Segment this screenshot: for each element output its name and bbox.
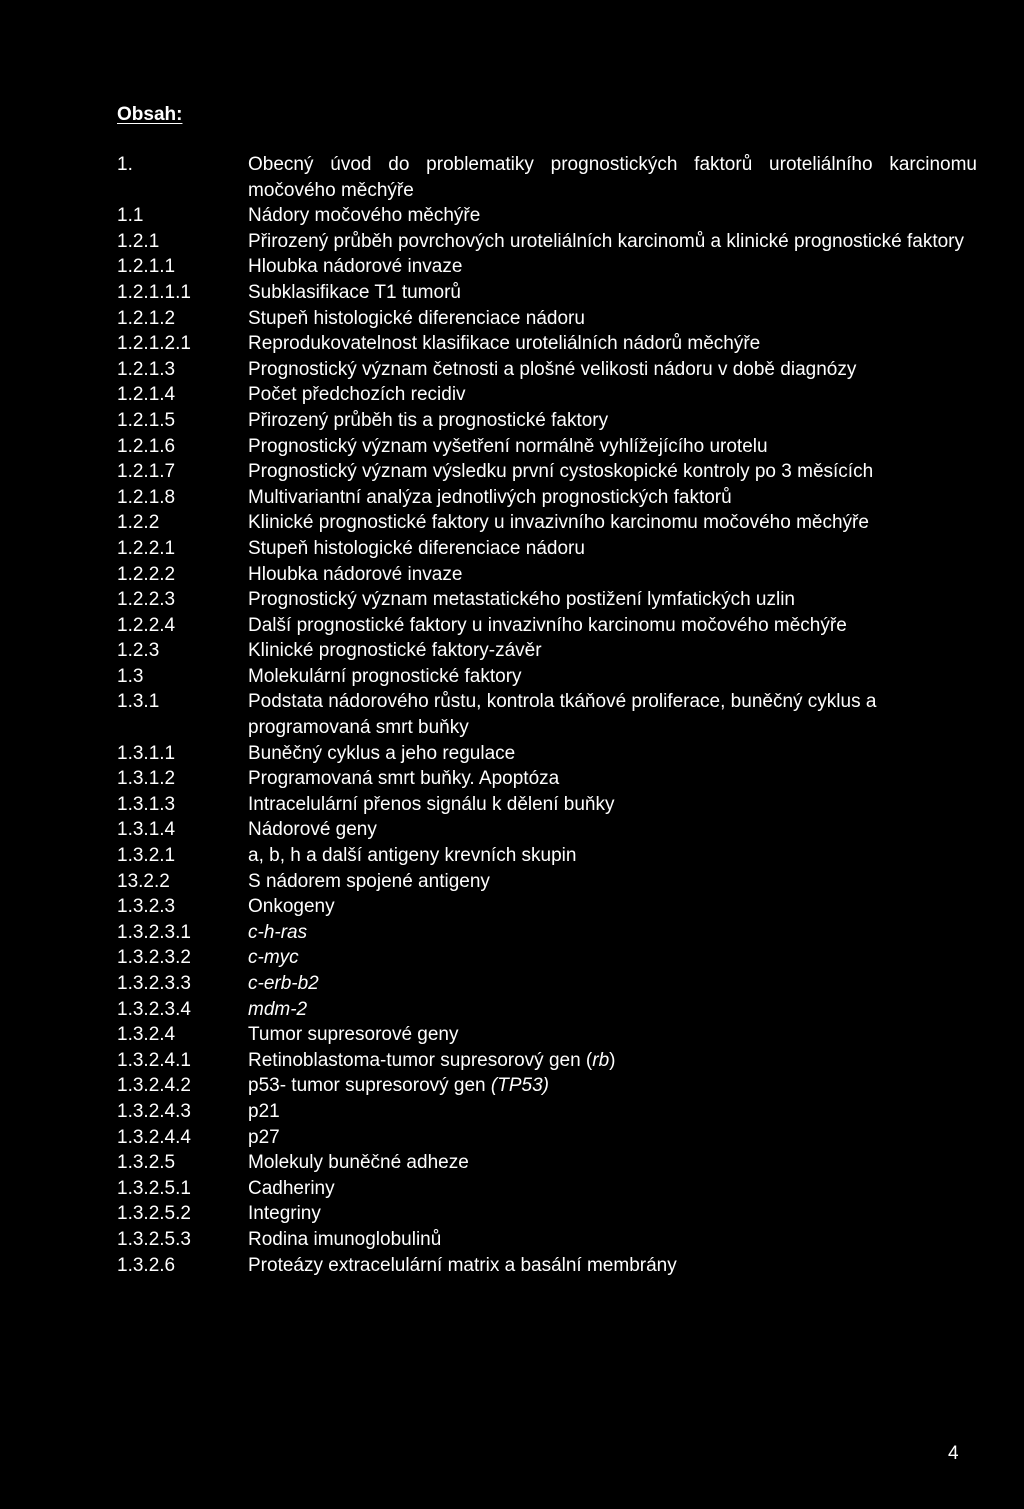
- toc-entry-title-part: p27: [248, 1126, 280, 1148]
- toc-entry-title-part: ): [609, 1049, 616, 1071]
- toc-entry-title: [248, 741, 977, 767]
- toc-entry-number: 1.3.1: [117, 691, 160, 713]
- toc-entry-number: 13.2.2: [117, 870, 170, 892]
- toc-entry: [117, 1253, 977, 1279]
- toc-entry-title-part: p53- tumor supresorový gen: [248, 1075, 491, 1097]
- toc-entry: [117, 971, 977, 997]
- toc-entry-title: [248, 357, 977, 383]
- toc-entry-title: [248, 1150, 977, 1176]
- toc-entry-title: [248, 971, 977, 997]
- toc-entry-number: 1.: [117, 154, 133, 175]
- toc-entry-title-part: c-h-ras: [248, 921, 308, 943]
- toc-entry-number: 1.3.2.3.3: [117, 973, 191, 994]
- toc-entry-number: 1.3.2.5: [117, 1152, 176, 1174]
- toc-entry: [117, 434, 977, 460]
- toc-entry-title-part: Cadheriny: [248, 1177, 335, 1199]
- toc-entry-number: 1.3.2.4: [117, 1024, 176, 1046]
- toc-entry-title: [248, 229, 977, 255]
- toc-entry-title: [248, 331, 977, 357]
- toc-entry: [117, 229, 977, 255]
- toc-entry-number: 1.2.2.1: [117, 537, 176, 559]
- toc-entry-title: [248, 997, 977, 1023]
- toc-entry-number: 1.3.2.1: [117, 845, 176, 867]
- toc-entry-number: 1.2.1.6: [117, 435, 176, 457]
- toc-entry-number: 1.3.1.2: [117, 768, 176, 790]
- table-of-contents: [117, 152, 977, 1278]
- toc-entry: [117, 817, 977, 843]
- toc-entry-title-part: (TP53): [490, 1075, 549, 1097]
- toc-entry-title: [248, 152, 977, 203]
- toc-entry-title-part: Onkogeny: [248, 896, 335, 918]
- page-number: 4: [948, 1443, 959, 1464]
- toc-entry-number: 1.3.1.3: [117, 793, 176, 815]
- toc-entry-title-part: Prognostický význam metastatického postižení lymfatických uzlin: [248, 589, 795, 611]
- toc-entry-title: [248, 280, 977, 306]
- toc-entry-number: 1.2.2.4: [117, 614, 176, 636]
- toc-entry-title-part: rb: [592, 1049, 610, 1071]
- toc-entry-title-part: Integriny: [248, 1203, 321, 1225]
- toc-entry: [117, 1201, 977, 1227]
- toc-entry-title: [248, 1253, 977, 1279]
- toc-entry: [117, 536, 977, 562]
- toc-entry-title: [248, 689, 977, 740]
- toc-entry: [117, 945, 977, 971]
- toc-entry-title-part: Hloubka nádorové invaze: [248, 563, 463, 585]
- toc-entry-title: [248, 254, 977, 280]
- toc-entry-number: 1.2.3: [117, 640, 160, 662]
- toc-entry-number: 1.2.1: [117, 230, 160, 252]
- toc-entry-title-part: c-erb-b2: [248, 973, 319, 994]
- toc-entry-title-part: Reprodukovatelnost klasifikace uroteliálních nádorů měchýře: [248, 333, 761, 355]
- toc-entry-title: [248, 1073, 977, 1099]
- toc-entry-number: 1.3.1.1: [117, 742, 176, 764]
- page-title: Obsah:: [117, 104, 183, 125]
- toc-entry-title-part: Obecný úvod do problematiky prognostických faktorů uroteliálního karcinomu močového měchýře: [248, 154, 977, 201]
- toc-entry: [117, 894, 977, 920]
- toc-entry-title-part: Programovaná smrt buňky. Apoptóza: [248, 768, 560, 790]
- toc-entry-number: 1.3.2.5.3: [117, 1228, 191, 1250]
- toc-entry: [117, 741, 977, 767]
- toc-entry-number: 1.3.1.4: [117, 819, 176, 841]
- toc-entry-title-part: Přirozený průběh tis a prognostické faktory: [248, 409, 609, 431]
- toc-entry-title-part: Klinické prognostické faktory u invazivního karcinomu močového měchýře: [248, 512, 869, 534]
- toc-entry-number: 1.3.2.4.1: [117, 1049, 191, 1071]
- toc-entry-title-part: Prognostický význam četnosti a plošné velikosti nádoru v době diagnózy: [248, 358, 857, 380]
- toc-entry-title: [248, 869, 977, 895]
- toc-entry-title: [248, 817, 977, 843]
- toc-entry-title: [248, 485, 977, 511]
- toc-entry-title-part: Prognostický význam vyšetření normálně vyhlížejícího urotelu: [248, 435, 768, 457]
- toc-entry-number: 1.2.1.2.1: [117, 333, 191, 355]
- toc-entry-title: [248, 664, 977, 690]
- toc-entry: [117, 203, 977, 229]
- toc-entry-number: 1.2.1.1.1: [117, 281, 191, 303]
- toc-entry-number: 1.3.2.3: [117, 896, 176, 918]
- toc-entry: [117, 562, 977, 588]
- toc-entry-title-part: Přirozený průběh povrchových uroteliálních karcinomů a klinické prognostické faktory: [248, 230, 965, 252]
- toc-entry-number: 1.3.2.5.1: [117, 1177, 191, 1199]
- toc-entry-title-part: Tumor supresorové geny: [248, 1024, 459, 1046]
- toc-entry-number: 1.2.1.3: [117, 358, 176, 380]
- toc-entry-title-part: Proteázy extracelulární matrix a basální membrány: [248, 1254, 677, 1276]
- toc-entry: [117, 1048, 977, 1074]
- toc-entry-title-part: Stupeň histologické diferenciace nádoru: [248, 537, 585, 559]
- toc-entry: [117, 1227, 977, 1253]
- toc-entry: [117, 613, 977, 639]
- toc-entry: [117, 766, 977, 792]
- toc-entry-title-part: c-myc: [248, 947, 299, 969]
- toc-entry-title-part: S nádorem spojené antigeny: [248, 870, 490, 892]
- toc-entry-number: 1.2.1.1: [117, 256, 176, 278]
- toc-entry-title: [248, 587, 977, 613]
- toc-entry-title: [248, 1176, 977, 1202]
- toc-entry: [117, 1073, 977, 1099]
- toc-entry-title: [248, 510, 977, 536]
- toc-entry-number: 1.2.1.2: [117, 307, 176, 329]
- toc-entry-title: [248, 562, 977, 588]
- toc-entry: [117, 920, 977, 946]
- toc-entry-title-part: Rodina imunoglobulinů: [248, 1228, 442, 1250]
- toc-entry-title-part: Molekulární prognostické faktory: [248, 665, 522, 687]
- toc-entry-title-part: Hloubka nádorové invaze: [248, 256, 463, 278]
- toc-entry-number: 1.2.1.7: [117, 461, 176, 483]
- toc-entry-title: [248, 1048, 977, 1074]
- toc-entry-title-part: p21: [248, 1100, 280, 1122]
- toc-entry-title: [248, 1125, 977, 1151]
- toc-entry: [117, 408, 977, 434]
- toc-entry-number: 1.2.1.4: [117, 384, 176, 406]
- toc-entry-title-part: Podstata nádorového růstu, kontrola tkáňové proliferace, buněčný cyklus a programovaná smrt buňky: [248, 691, 877, 739]
- toc-entry-number: 1.3: [117, 665, 144, 687]
- toc-entry: [117, 587, 977, 613]
- toc-entry-number: 1.3.2.3.2: [117, 947, 191, 969]
- toc-entry-title-part: Retinoblastoma-tumor supresorový gen (: [248, 1049, 593, 1071]
- toc-entry-number: 1.3.2.4.4: [117, 1126, 191, 1148]
- toc-entry-number: 1.1: [117, 205, 144, 227]
- toc-entry-title: [248, 1022, 977, 1048]
- toc-entry-title: [248, 766, 977, 792]
- toc-entry: [117, 510, 977, 536]
- toc-entry: [117, 1099, 977, 1125]
- toc-entry-title: [248, 1227, 977, 1253]
- toc-entry-title-part: Další prognostické faktory u invazivního karcinomu močového měchýře: [248, 614, 847, 636]
- toc-entry-title: [248, 382, 977, 408]
- toc-entry-number: 1.2.1.8: [117, 486, 176, 508]
- toc-entry-title: [248, 894, 977, 920]
- toc-entry: [117, 1022, 977, 1048]
- toc-entry-title-part: Subklasifikace T1 tumorů: [248, 281, 461, 303]
- toc-entry-title-part: Molekuly buněčné adheze: [248, 1152, 469, 1174]
- toc-entry: [117, 459, 977, 485]
- toc-entry-number: 1.3.2.6: [117, 1254, 176, 1276]
- toc-entry-number: 1.3.2.5.2: [117, 1203, 191, 1225]
- toc-entry: [117, 997, 977, 1023]
- toc-entry: [117, 280, 977, 306]
- toc-entry-title-part: Nádory močového měchýře: [248, 205, 481, 227]
- toc-entry: [117, 689, 977, 740]
- toc-entry: [117, 357, 977, 383]
- toc-entry-number: 1.2.2: [117, 512, 160, 534]
- toc-entry: [117, 843, 977, 869]
- toc-entry-title: [248, 434, 977, 460]
- toc-entry-title-part: Multivariantní analýza jednotlivých prognostických faktorů: [248, 486, 732, 508]
- toc-entry-title-part: a, b, h a další antigeny krevních skupin: [248, 845, 577, 867]
- toc-entry-number: 1.2.2.2: [117, 563, 176, 585]
- toc-entry-title-part: Počet předchozích recidiv: [248, 384, 466, 406]
- toc-entry-title: [248, 945, 977, 971]
- toc-entry: [117, 1125, 977, 1151]
- toc-entry-number: 1.2.2.3: [117, 589, 176, 611]
- toc-entry-number: 1.3.2.4.2: [117, 1075, 191, 1097]
- toc-entry: [117, 254, 977, 280]
- toc-entry-title-part: Stupeň histologické diferenciace nádoru: [248, 307, 585, 329]
- toc-entry-title-part: Prognostický význam výsledku první cystoskopické kontroly po 3 měsících: [248, 461, 874, 483]
- toc-entry: [117, 792, 977, 818]
- toc-entry: [117, 638, 977, 664]
- toc-entry: [117, 331, 977, 357]
- toc-entry: [117, 485, 977, 511]
- toc-entry-title: [248, 638, 977, 664]
- toc-entry-title: [248, 920, 977, 946]
- toc-entry: [117, 152, 977, 203]
- toc-entry-title: [248, 306, 977, 332]
- toc-entry-title: [248, 1099, 977, 1125]
- toc-entry-title-part: Intracelulární přenos signálu k dělení buňky: [248, 793, 615, 815]
- toc-entry-title-part: Buněčný cyklus a jeho regulace: [248, 742, 516, 764]
- toc-entry-title: [248, 613, 977, 639]
- toc-entry-title: [248, 1201, 977, 1227]
- toc-entry-title: [248, 408, 977, 434]
- toc-entry-number: 1.3.2.3.1: [117, 921, 191, 943]
- toc-entry-title: [248, 203, 977, 229]
- toc-entry-title-part: Klinické prognostické faktory-závěr: [248, 640, 542, 662]
- toc-entry: [117, 1150, 977, 1176]
- toc-entry-title: [248, 536, 977, 562]
- toc-entry: [117, 664, 977, 690]
- toc-entry-number: 1.3.2.4.3: [117, 1100, 191, 1122]
- toc-entry: [117, 869, 977, 895]
- toc-entry: [117, 1176, 977, 1202]
- toc-entry-title-part: mdm-2: [248, 998, 308, 1020]
- toc-entry: [117, 306, 977, 332]
- toc-entry-number: 1.2.1.5: [117, 409, 176, 431]
- toc-entry: [117, 382, 977, 408]
- toc-entry-number: 1.3.2.3.4: [117, 998, 191, 1020]
- toc-entry-title-part: Nádorové geny: [248, 819, 377, 841]
- toc-entry-title: [248, 792, 977, 818]
- toc-entry-title: [248, 459, 977, 485]
- toc-entry-title: [248, 843, 977, 869]
